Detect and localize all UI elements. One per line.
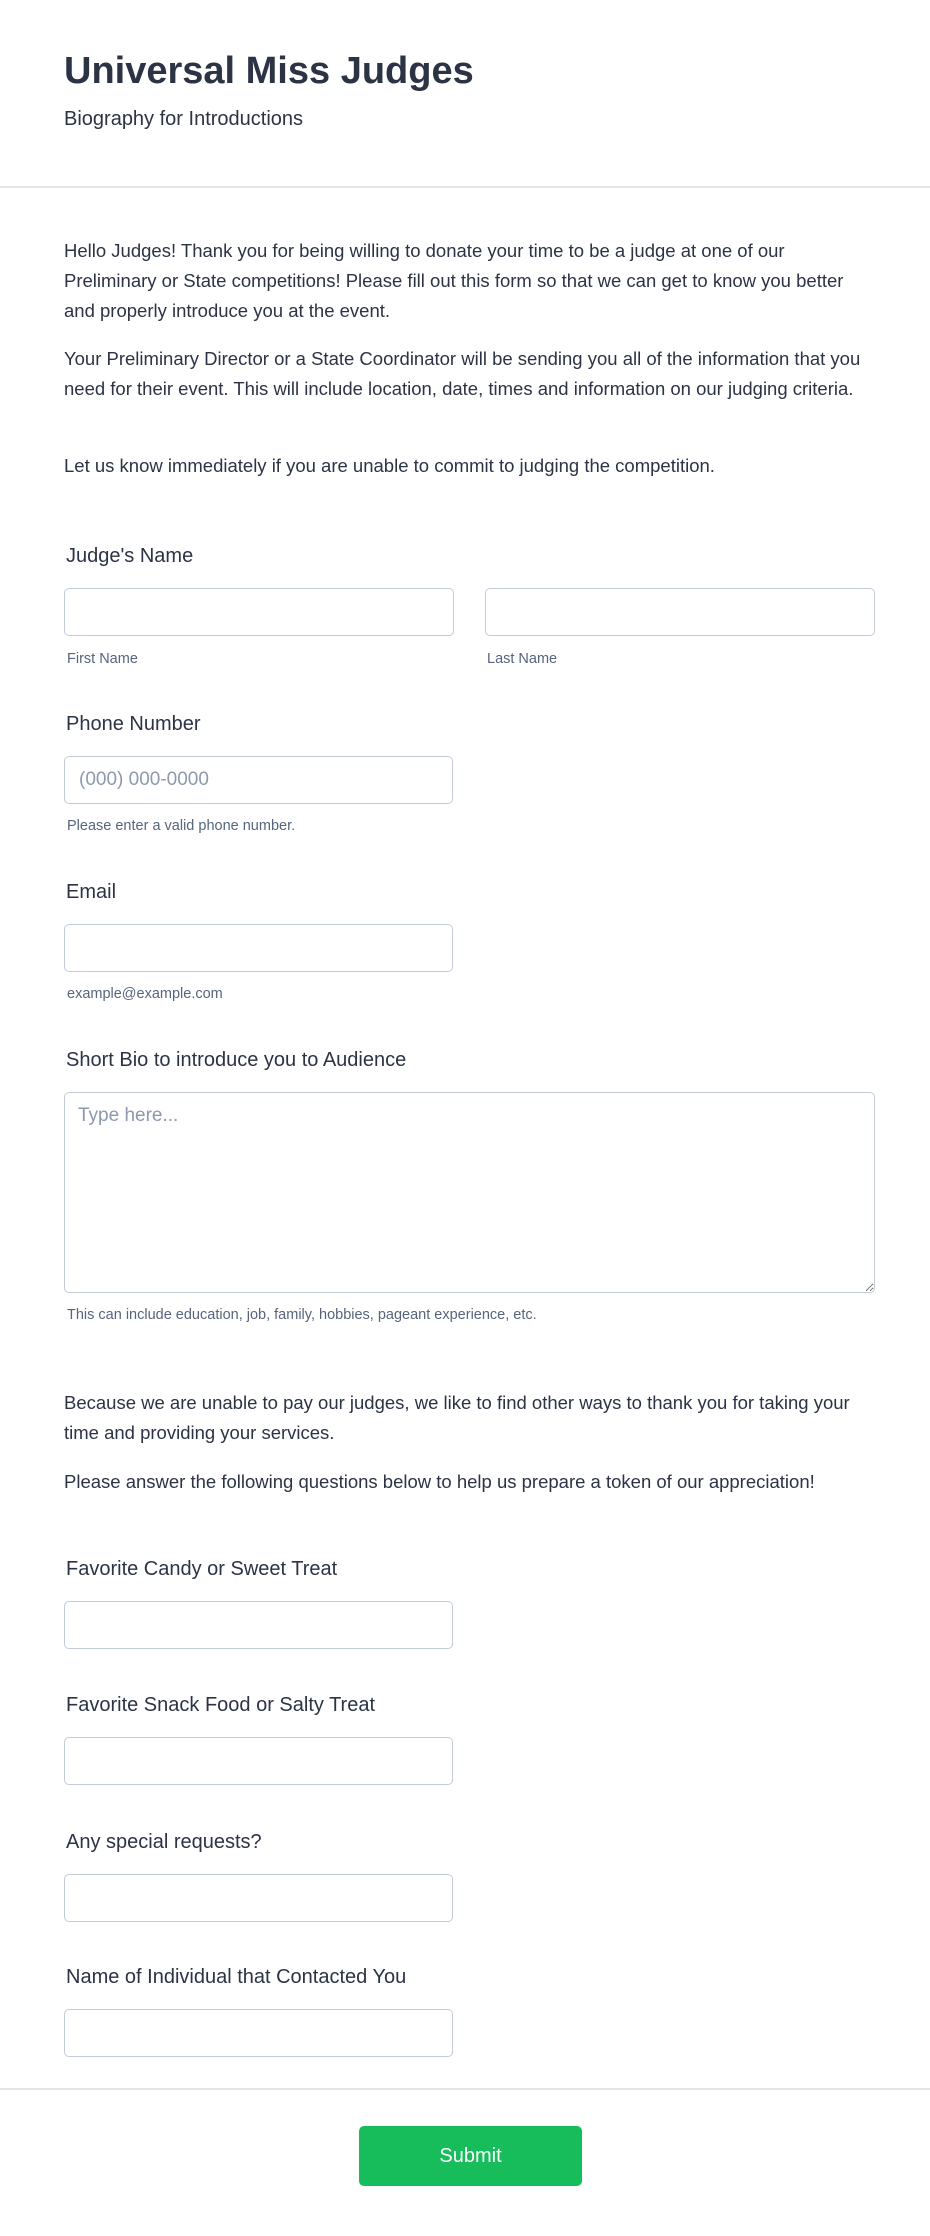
first-name-input[interactable] [64,588,454,636]
intro-paragraph: Your Preliminary Director or a State Coordinator will be sending you all of the information that you need for their event. This will include location, date, times and information on our judging criteria. [64,348,861,399]
snack-input[interactable] [64,1737,453,1785]
first-name-sublabel: First Name [67,651,138,667]
submit-button[interactable]: Submit [359,2126,582,2186]
phone-label: Phone Number [66,713,201,735]
bio-hint: This can include education, job, family, hobbies, pageant experience, etc. [67,1307,537,1323]
form-title: Universal Miss Judges [64,50,474,92]
requests-input[interactable] [64,1874,453,1922]
email-input[interactable] [64,924,453,972]
phone-hint: Please enter a valid phone number. [67,818,296,834]
requests-label: Any special requests? [66,1831,262,1853]
footer-divider [0,2088,930,2090]
header-divider [0,186,930,188]
candy-label: Favorite Candy or Sweet Treat [66,1558,338,1580]
intro-paragraph: Let us know immediately if you are unable to commit to judging the competition. [64,455,715,476]
snack-label: Favorite Snack Food or Salty Treat [66,1694,376,1716]
thanks-paragraph: Please answer the following questions below to help us prepare a token of our appreciation! [64,1471,815,1492]
thanks-paragraph: Because we are unable to pay our judges, we like to find other ways to thank you for taking your time and providing your services. [64,1392,850,1443]
bio-textarea[interactable] [64,1092,875,1293]
contact-label: Name of Individual that Contacted You [66,1966,407,1988]
phone-input[interactable] [64,756,453,804]
email-label: Email [66,881,117,903]
candy-input[interactable] [64,1601,453,1649]
last-name-sublabel: Last Name [487,651,558,667]
intro-paragraph: Hello Judges! Thank you for being willing to donate your time to be a judge at one of our Preliminary or State competitions! Please fill out this form so that we can get to know you better and properly introduce you at the event. [64,240,844,321]
judge-name-label: Judge's Name [66,545,194,567]
bio-label: Short Bio to introduce you to Audience [66,1049,407,1071]
email-hint: example@example.com [67,986,223,1002]
last-name-input[interactable] [485,588,875,636]
contact-input[interactable] [64,2009,453,2057]
form-subtitle: Biography for Introductions [64,108,304,130]
